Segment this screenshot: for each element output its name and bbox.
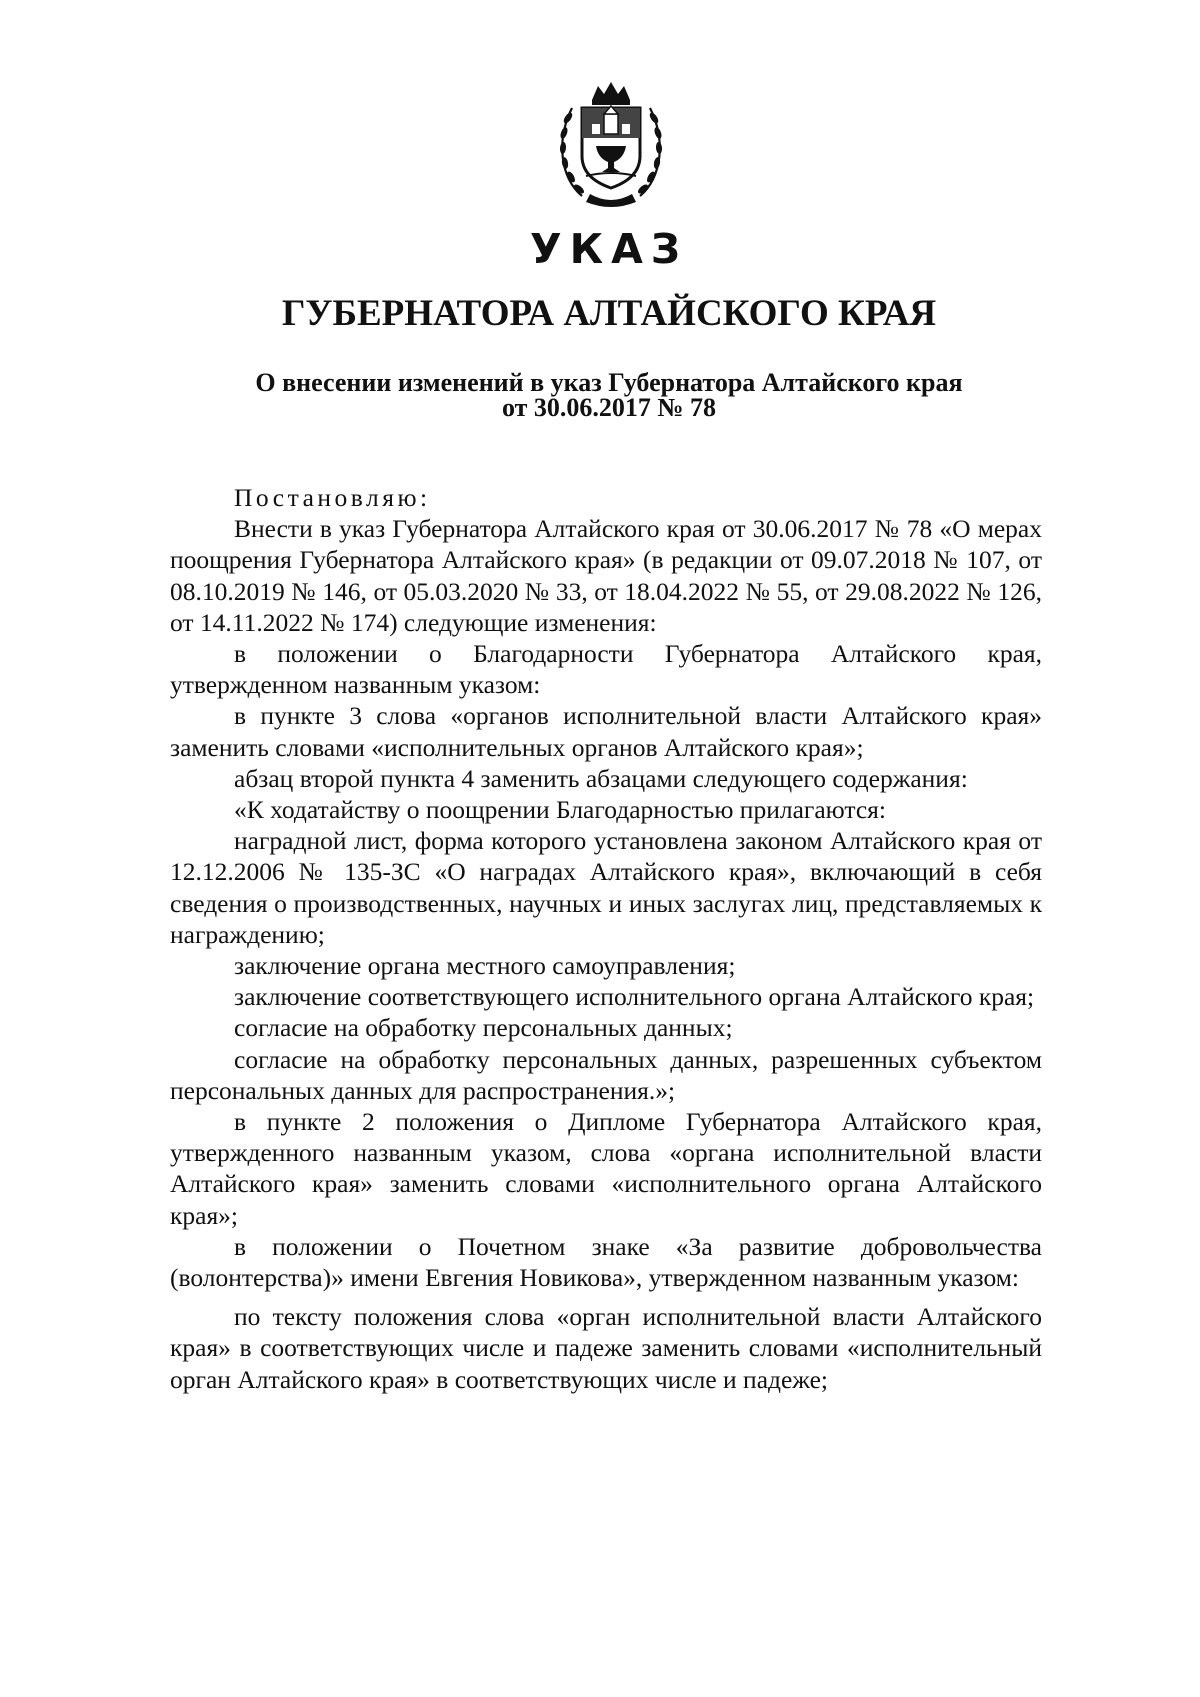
paragraph: в положении о Благодарности Губернатора Алтайского края, утвержденном названным указом:	[170, 639, 1042, 700]
issuer-heading: ГУБЕРНАТОРА АЛТАЙСКОГО КРАЯ	[281, 293, 937, 334]
paragraph: в пункте 2 положения о Дипломе Губернатора Алтайского края, утвержденного названным указом, слова «органа исполнительной власти Алтайского края» заменить словами «исполнительного органа Алтайского края»;	[170, 1107, 1042, 1230]
paragraph: заключение соответствующего исполнительного органа Алтайского края;	[234, 982, 1035, 1012]
subject-line-2: от 30.06.2017 № 78	[501, 393, 717, 422]
subject-line-1: О внесении изменений в указ Губернатора Алтайского края	[255, 368, 963, 397]
paragraph: Внести в указ Губернатора Алтайского края от 30.06.2017 № 78 «О мерах поощрения Губернатора Алтайского края» (в редакции от 09.07.2018 № 107, от 08.10.2019 № 146, от 05.03.2020 № 33, от 18.04.2022 № 55, от 29.08.2022 № 126, от 14.11.2022 № 174) следующие изменения:	[170, 514, 1042, 637]
paragraph: согласие на обработку персональных данных, разрешенных субъектом персональных данных для распространения.»;	[170, 1044, 1042, 1105]
coat-of-arms-icon	[552, 78, 670, 208]
paragraph: по тексту положения слова «орган исполнительной власти Алтайского края» в соответствующих числе и падеже заменить словами «исполнительный орган Алтайского края» в соответствующих числе и падеже;	[170, 1302, 1042, 1394]
paragraph: заключение органа местного самоуправления;	[234, 951, 736, 981]
paragraph: «К ходатайству о поощрении Благодарностью прилагаются:	[234, 795, 886, 825]
paragraph: в пункте 3 слова «органов исполнительной власти Алтайского края» заменить словами «исполнительных органов Алтайского края»;	[170, 701, 1042, 762]
document-title: УКАЗ	[530, 225, 688, 273]
paragraph: в положении о Почетном знаке «За развитие добровольчества (волонтерства)» имени Евгения Новикова», утвержденном названным указом:	[170, 1231, 1042, 1293]
document-body	[170, 482, 1042, 1395]
document-subject	[240, 370, 978, 420]
paragraph: согласие на обработку персональных данных;	[234, 1013, 733, 1043]
paragraph: абзац второй пункта 4 заменить абзацами следующего содержания:	[234, 763, 968, 793]
decree-word: Постановляю:	[234, 483, 431, 512]
paragraph: наградной лист, форма которого установлена законом Алтайского края от 12.12.2006 № 135-ЗС «О наградах Алтайского края», включающий в себя сведения о производственных, научных и иных заслугах лиц, представляемых к награждению;	[170, 826, 1042, 949]
